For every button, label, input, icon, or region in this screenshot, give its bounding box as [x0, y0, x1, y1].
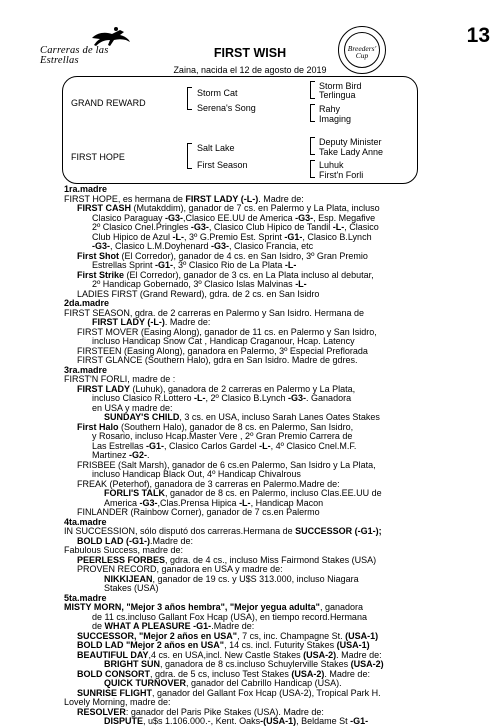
record-line: [64, 698, 474, 708]
text-segment: -G3-: [165, 213, 184, 223]
text-segment: .Madre de:: [150, 536, 194, 546]
text-segment: First Halo: [77, 422, 119, 432]
text-segment: . Madre de:: [324, 669, 370, 679]
section-heading: [64, 518, 474, 528]
text-segment: -G3-: [139, 498, 158, 508]
text-segment: FIRST GLANCE (Southern Halo), gdra en San Isidro. Madre de gdres.: [77, 356, 358, 365]
record-line: [64, 575, 474, 585]
text-segment: FIRST HOPE, es hermana de: [64, 194, 186, 204]
pedigree-box: [62, 76, 418, 184]
text-segment: BRIGHT SUN: [104, 660, 160, 669]
text-segment: -G1-: [146, 441, 165, 451]
record-line: [64, 337, 474, 347]
record-line: [64, 204, 474, 214]
text-segment: (USA-2): [303, 650, 337, 660]
produce-record: [64, 185, 474, 727]
birth-line: Zaina, nacida el 12 de agosto de 2019: [173, 65, 327, 75]
text-segment: . Madre de:: [336, 650, 382, 660]
text-segment: 2º Clasico Cnel.Pringles: [92, 223, 191, 232]
record-line: [64, 356, 474, 366]
horse-name: FIRST WISH: [213, 46, 287, 60]
text-segment: , Clasico L.M.Doyhenard: [110, 242, 212, 251]
text-segment: , 14 cs. incl. Futurity Stakes: [224, 641, 337, 650]
record-line: [64, 613, 474, 623]
record-line: [64, 195, 474, 205]
text-segment: , ganador de 19 cs. y U$S 313.000, incluso Niagara: [152, 574, 359, 584]
text-segment: -L-: [239, 498, 251, 508]
text-segment: de 11 cs.incluso Gallant Fox Hcap (USA), en tiempo record.Hermana: [92, 612, 367, 622]
record-line: [64, 632, 474, 642]
record-line: [64, 670, 474, 680]
text-segment: (USA-1): [345, 631, 379, 641]
text-segment: ,4 cs. en USA,incl. New Castle Stakes: [148, 650, 304, 660]
record-line: [64, 347, 474, 357]
section-heading: [64, 594, 474, 604]
dam-sire-dam: Take Lady Anne: [319, 147, 384, 157]
text-segment: PEERLESS FORBES: [77, 555, 166, 565]
record-line: [64, 261, 474, 271]
text-segment: IN SUCCESSION, sólo disputó dos carreras.Hermana de: [64, 527, 296, 536]
record-line: [64, 280, 474, 290]
record-line: [64, 214, 474, 224]
text-segment: QUICK TURNOVER: [104, 679, 187, 688]
record-line: [64, 318, 474, 328]
text-segment: FINLANDER (Rainbow Corner), ganador de 7 cs.en Palermo: [77, 508, 320, 517]
record-line: [64, 451, 474, 461]
text-segment: , ganador de 8 cs. en Palermo, incluso Clas.EE.UU de: [164, 489, 382, 498]
text-segment: LADIES FIRST (Grand Reward), gdra. de 2 cs. en San Isidro: [77, 289, 320, 299]
bracket: [187, 87, 192, 110]
record-line: [64, 271, 474, 281]
text-segment: FIRST'N FORLI, madre de :: [64, 375, 176, 384]
text-segment: Stakes (USA): [104, 584, 159, 593]
record-line: [64, 290, 474, 300]
record-line: [64, 385, 474, 395]
text-segment: FIRST MOVER (Easing Along), ganador de 11 cs. en Palermo y San Isidro,: [77, 327, 377, 337]
text-segment: , u$s 1.106.000.-, Kent. Oaks: [143, 717, 261, 726]
text-segment: (Mutakddim), ganador de 7 cs. en Palermo y La Plata, incluso: [131, 204, 380, 213]
text-segment: ,Clasico EE.UU de America: [183, 213, 296, 223]
text-segment: FRISBEE (Salt Marsh), ganador de 6 cs.en Palermo, San Isidro y La Plata,: [77, 460, 376, 470]
text-segment: -G2-: [129, 451, 148, 460]
record-line: [64, 252, 474, 262]
text-segment: FREAK (Peterhof), ganadora de 3 carreras en Palermo.Madre de:: [77, 479, 340, 489]
text-segment: Clasico Paraguay: [92, 213, 166, 223]
sire-sire: Storm Cat: [197, 88, 238, 98]
text-segment: . Madre de:: [258, 194, 304, 204]
text-segment: -L-: [332, 223, 345, 232]
text-segment: .Madre de:: [211, 622, 255, 631]
record-line: [64, 717, 474, 727]
record-line: [64, 413, 474, 423]
text-segment: -L-: [194, 394, 206, 403]
text-segment: (USA-2): [291, 669, 325, 679]
record-line: [64, 470, 474, 480]
text-segment: , ganadora de 8 cs.incluso Schuylerville Stakes: [160, 660, 351, 669]
record-line: [64, 432, 474, 442]
record-line: [64, 309, 474, 319]
text-segment: -(USA-1): [260, 717, 297, 726]
record-line: [64, 679, 474, 689]
text-segment: NIKKIJEAN: [104, 574, 153, 584]
text-segment: First Shot: [77, 251, 119, 261]
dam-sire: Salt Lake: [197, 143, 235, 153]
record-line: [64, 489, 474, 499]
logo-text: Breeders' Cup: [347, 44, 377, 60]
record-line: [64, 651, 474, 661]
text-segment: America: [104, 498, 140, 508]
text-segment: WHAT A PLEASURE -G1-: [104, 622, 212, 631]
record-line: [64, 442, 474, 452]
record-line: [64, 394, 474, 404]
text-segment: FIRST SEASON, gdra. de 2 carreras en Palermo y San Isidro. Hermana de: [64, 308, 364, 318]
record-line: [64, 708, 474, 718]
text-segment: -G3-: [190, 223, 209, 232]
text-segment: FIRST CASH: [77, 204, 131, 213]
text-segment: SUNRISE FLIGHT: [77, 688, 153, 698]
text-segment: (El Corredor), ganador de 4 cs. en San Isidro, 3º Gran Premio: [119, 251, 368, 261]
text-segment: , 7 cs, inc. Champagne St.: [237, 631, 346, 641]
text-segment: , gdra. de 5 cs, incluso Test Stakes: [150, 669, 292, 679]
text-segment: -G1-: [350, 717, 369, 726]
record-line: [64, 242, 474, 252]
text-segment: 5ta.madre: [64, 593, 107, 603]
text-segment: SUCCESSOR, "Mejor 2 años en USA": [77, 631, 238, 641]
text-segment: .: [147, 451, 150, 460]
text-segment: , 3 cs. en USA, incluso Sarah Lanes Oates Stakes: [179, 413, 380, 422]
text-segment: (USA-1): [336, 641, 370, 650]
text-segment: incluso Handicap Black Out, 4º Handicap Chivalrous: [92, 470, 301, 479]
text-segment: . Madre de:: [164, 318, 211, 327]
record-line: [64, 660, 474, 670]
bracket: [187, 143, 192, 169]
text-segment: (Southern Halo), ganador de 8 cs. en Palermo, San Isidro,: [118, 422, 354, 432]
text-segment: . Ganadora: [306, 394, 352, 403]
text-segment: ,Clas.Prensa Hipica: [157, 498, 240, 508]
sire-sire-sire: Storm Bird: [319, 81, 362, 91]
text-segment: -L-: [259, 441, 271, 451]
text-segment: , Clasico: [344, 223, 379, 232]
sire-dam-sire: Rahy: [319, 104, 341, 114]
text-segment: -G3-: [295, 213, 314, 223]
dam: FIRST HOPE: [71, 152, 125, 162]
text-segment: -G1-: [155, 261, 174, 270]
bracket: [310, 160, 315, 178]
text-segment: -L-: [295, 280, 307, 289]
record-line: [64, 565, 474, 575]
text-segment: FIRSTEEN (Easing Along), ganadora en Palermo, 3º Especial Preflorada: [77, 346, 368, 356]
bracket: [310, 81, 315, 99]
text-segment: -G1-: [284, 232, 303, 242]
text-segment: , ganador del Cabrillo Handicap (USA).: [186, 679, 342, 688]
text-segment: (Luhuk), ganadora de 2 carreras en Palermo y La Plata,: [130, 384, 356, 394]
text-segment: MISTY MORN, "Mejor 3 años hembra", "Mejor yegua adulta": [64, 603, 320, 612]
text-segment: -G3-: [211, 242, 230, 251]
record-line: [64, 375, 474, 385]
text-segment: BEAUTIFUL DAY: [77, 650, 149, 660]
text-segment: BOLD LAD "Mejor 2 años en USA": [77, 641, 225, 650]
text-segment: (El Corredor), ganador de 3 cs. en La Plata incluso al debutar,: [124, 270, 374, 280]
lot-number: 13: [466, 24, 490, 47]
record-line: [64, 461, 474, 471]
text-segment: -L-: [172, 232, 185, 242]
bracket: [310, 137, 315, 155]
text-segment: Fabulous Success, madre de:: [64, 546, 184, 555]
text-segment: -L-: [284, 261, 297, 270]
text-segment: DISPUTE: [104, 717, 144, 726]
dam-sire-sire: Deputy Minister: [319, 137, 382, 147]
record-line: [64, 689, 474, 699]
text-segment: FIRST LADY (-L-): [92, 318, 165, 327]
record-line: [64, 499, 474, 509]
sire: GRAND REWARD: [71, 98, 146, 108]
text-segment: de: [92, 622, 105, 631]
dam-dam: First Season: [197, 160, 248, 170]
record-line: [64, 622, 474, 632]
section-heading: [64, 366, 474, 376]
record-line: [64, 641, 474, 651]
text-segment: y Rosario, incluso Hcap.Master Vere , 2º Gran Premio Carrera de: [92, 432, 353, 441]
text-segment: FORLI'S TALK: [104, 489, 165, 498]
text-segment: , Beldame St: [296, 717, 351, 726]
text-segment: Lovely Morning, madre de:: [64, 698, 171, 707]
text-segment: Club Hipico de Azul: [92, 232, 173, 242]
sire-dam: Serena's Song: [197, 103, 256, 113]
text-segment: , Esp. Megafive: [313, 213, 376, 223]
sire-sire-dam: Terlingua: [319, 90, 356, 100]
text-segment: en USA y madre de:: [92, 403, 173, 413]
text-segment: , Handicap Macon: [250, 498, 324, 508]
section-heading: [64, 299, 474, 309]
text-segment: 1ra.madre: [64, 185, 108, 194]
text-segment: Estrellas Sprint: [92, 261, 156, 270]
text-segment: BOLD CONSORT: [77, 669, 150, 679]
text-segment: FIRST LADY: [77, 384, 130, 394]
brand-name: Carreras de las Estrellas: [40, 45, 109, 66]
text-segment: SUCCESSOR (-G1-);: [295, 527, 382, 536]
text-segment: incluso Handicap Snow Cat , Handicap Craganour, Hcap. Latency: [92, 337, 355, 346]
text-segment: (USA-2): [350, 660, 384, 669]
text-segment: , Clasico Carlos Gardel: [164, 441, 260, 451]
text-segment: PROVEN RECORD, ganadora en USA y madre de:: [77, 565, 283, 574]
record-line: [64, 546, 474, 556]
text-segment: Martinez: [92, 451, 130, 460]
text-segment: , gdra. de 4 cs., incluso Miss Fairmond Stakes (USA): [165, 555, 377, 565]
text-segment: , Clasico Francia, etc: [229, 242, 314, 251]
record-line: [64, 480, 474, 490]
record-line: [64, 328, 474, 338]
text-segment: First Strike: [77, 270, 125, 280]
record-line: [64, 404, 474, 414]
section-heading: [64, 185, 474, 195]
text-segment: Las Estrellas: [92, 441, 147, 451]
record-line: [64, 556, 474, 566]
text-segment: , Clasico Club Hipico de Tandil: [208, 223, 333, 232]
text-segment: RESOLVER: [77, 707, 126, 717]
record-line: [64, 537, 474, 547]
text-segment: , 3º Clasico Rio de La Plata: [173, 261, 285, 270]
record-line: [64, 527, 474, 537]
text-segment: , 3º G.Premio Est. Sprint: [184, 232, 285, 242]
text-segment: 2º Handicap Gobernado, 3º Clasico Islas Malvinas: [92, 280, 296, 289]
sire-dam-dam: Imaging: [319, 114, 352, 124]
record-line: [64, 223, 474, 233]
record-line: [64, 423, 474, 433]
text-segment: 3ra.madre: [64, 365, 108, 375]
record-line: [64, 233, 474, 243]
text-segment: -G3-: [92, 242, 110, 251]
text-segment: , ganadora: [319, 603, 363, 612]
text-segment: -G3-: [288, 394, 307, 403]
record-line: [64, 603, 474, 613]
text-segment: FIRST LADY (-L-): [185, 194, 259, 204]
bracket: [310, 104, 315, 122]
text-segment: incluso Clasico R.Lottero: [92, 394, 195, 403]
dam-dam-sire: Luhuk: [319, 160, 344, 170]
text-segment: , Clasico B.Lynch: [302, 232, 372, 242]
dam-dam-dam: First'n Forli: [319, 170, 364, 180]
text-segment: , 4º Clasico Cnel.M.F.: [270, 441, 357, 451]
text-segment: SUNDAY'S CHILD: [104, 413, 180, 422]
text-segment: BOLD LAD (-G1-): [77, 536, 150, 546]
text-segment: : ganador del Paris Pike Stakes (USA). Madre de:: [125, 707, 324, 717]
text-segment: 4ta.madre: [64, 517, 107, 527]
record-line: [64, 508, 474, 518]
text-segment: 2da.madre: [64, 299, 110, 308]
text-segment: , 2º Clasico B.Lynch: [205, 394, 289, 403]
text-segment: , ganador del Gallant Fox Hcap (USA-2), Tropical Park H.: [152, 688, 381, 698]
record-line: [64, 584, 474, 594]
